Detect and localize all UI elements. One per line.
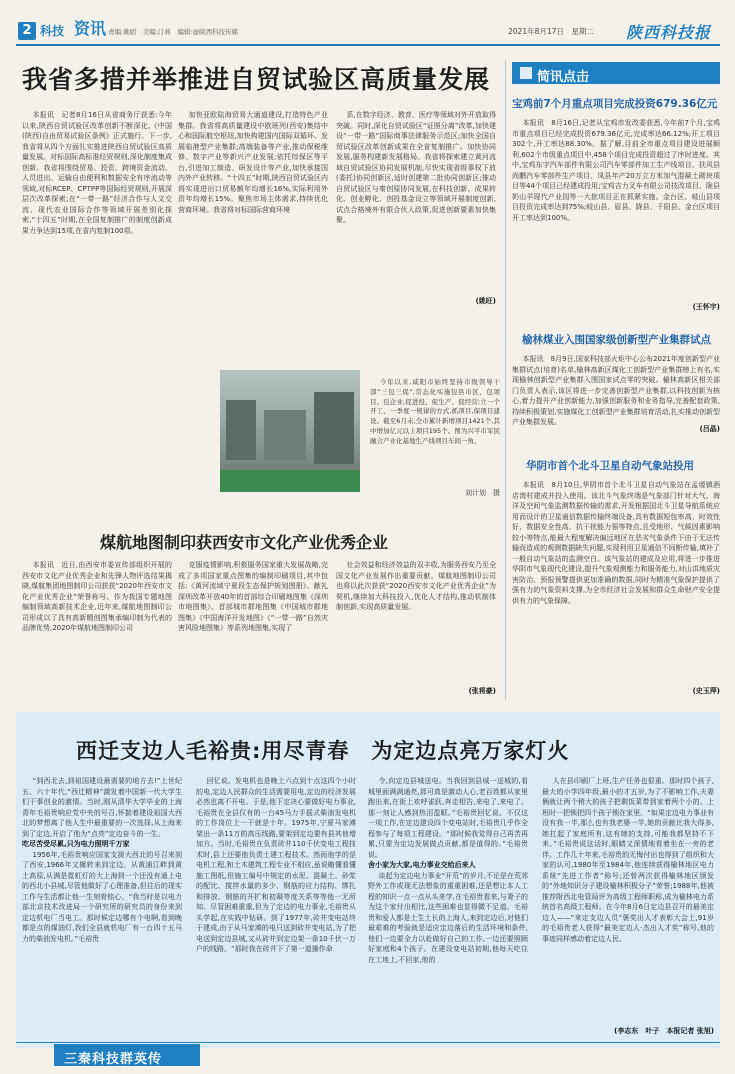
brief-b-title: 榆林煤业入围国家级创新型产业集群试点 (522, 334, 711, 346)
editor-credits: 责编:姚昭 美编:汀莉 编辑:@陕西科技传媒 (108, 28, 239, 36)
brief-b-text: 本报讯 8月9日,国家科技部火炬中心公布2021年度创新型产业集群试点(培育)名单,榆林高新区煤化工创新型产业集群榜上有名,实现榆林创新型产业集群入围国家试点零的突破。榆林高新区相关部门负责人表示,该区将进一步完善创新型产业集群,以科技创新为核心,着力提升产业创新能力,加强创新服务和业务指导,完善配套政策,持续积极策划,实施煤化工创新型产业集群培育活动,扎实推动创新型产业集群发展。 (512, 355, 720, 426)
masthead: 陕西科技报 (626, 23, 712, 42)
page-number: 2 (18, 22, 36, 40)
article1-headline: 我省多措并举推进自贸试验区高质量发展 (22, 65, 491, 94)
article2-col3: 社会效益和经济效益的双丰收,为服务西安乃至全国文化产业发展作出重要贡献。煤航地图制印公司也将以此次获获“2020西安市文化产业优秀企业”为契机,继续加大科技投入,优化人才结构,推动机制体制创新,实现高质量发展。 (336, 561, 496, 611)
brief-b-signature: (吕晶) (699, 425, 720, 433)
article2-col2: 克服疫情影响,积极服务国家重大发展战略,完成了多项国家重点图集的编制印刷项目,其中包括:《黄河流域宁夏段生态保护规划图册》、献礼深圳改革开放40年的首部综合印刷地图集《深圳市地图集》、首部城市群地图集《中国城市群地图集》《中国海洋开发地图》《“一带一路”自然灾害风险地图集》等系列地图集,实现了 (178, 561, 328, 632)
feature-subhead-1: 吃尽苦受尽累,只为电力照明千万家 (22, 840, 130, 848)
feature-subhead-2: 舍小家为大家,电力事业交给后来人 (368, 861, 476, 869)
article2-col1: 本报讯 近日,由西安市委宣传部组织开展的西安市文化产业优秀企业和先锋人物评选结果揭晓,煤航集团地图制印公司获获“2020年西安市文化产业优秀企业”荣誉称号。作为我国专题地图编制领域高新技术企业,近年来,煤航地图制印公司形成以了具有高新精创图集承编印制为代表的品牌优势,2020年煤航地图制印公司 (22, 561, 172, 632)
feature-signature: (李志东 叶子 本报记者 张旭) (614, 1027, 714, 1035)
brief-a-signature: (王怀宇) (692, 303, 720, 311)
machine-shape (264, 410, 306, 460)
feature-col4: 人在县印刷厂上班,生产任务也很重。那时四个孩子,最大的小学四年级,最小的才五岁,为了不影响工作,夫妻俩就让两个稍大的孩子把剩饭菜带到家着两个小的。上班时一把锁把四个孩子锁在家里。“如果定边电力事业有没有我一半,那么也有我老婆一半,她的贡献比我大得多,她扛起了家庭所有,这有她的支持,可能我都坚持不下来。”毛裕贵说这话时,眼睛又深情地看着坐在一旁的老伴。工作几十年来,毛裕贵的无悔付出也得到了组织和大家的认可,1980年至1984年,他连续获得榆林地区电力系统“先进工作者”称号;还曾两次获得榆林地区颁发的“外地知识分子建设榆林积极分子”荣誉;1988年,他被推荐附西北电管局评为高级工程师职称,成为榆林电力系统首名高级工程师。在今年8月6日定边县召开的最美定边人——“来定支边人员”褒奖出人才表彰大会上,91岁的毛裕贵老人获得“最美定边人·杰出人才奖”称号,他的事迹同样感动着定边人民。 (542, 777, 714, 943)
article1-col2: 加快亚欧陆海贸易大通道建设,打造特色产业集群。我省将高质量建设中欧班列(西安)集结中心和国际航空枢纽,加快构建国内国际双循环。发展临港型产业集群;高端装备等产业,推动保税维修、数字产业等新兴产业发展;依托综保区等平台,引进加工制造、研发设计等产业,加快承接国内外产业转移。“十四五”时期,陕西自贸试验区内将实现进出口贸易额年均增长16%,实际利用外资年均增长15%。聚焦市场主体需求,持续优化营商环境。我省将对标国际营商环境 (178, 111, 328, 214)
issue-date: 2021年8月17日 星期二 (508, 27, 594, 36)
square-icon (520, 67, 532, 79)
section-name: 科技 (40, 24, 65, 38)
feature-col3: 令,向定边县城送电。当我回到县城一送城的,看城里面满满通亮,那可真是激动人心,老百姓都从家里跑出来,在街上欢呼雀跃,奔走相告,来电了,来电了。那一刻让人感到热泪盈眶。”毛裕贵回忆说。不仅这一项工作,在定边建设四个变电站时,毛裕贵几乎作全程参与了每项工程建设。“那时候我觉得自己再苦再累,只要为定边发展做点贡献,都是值得的。”毛裕贵说。 舍小家为大家,电力事业交给后来人 谈起为定边电力事业“开荒”的岁月,不论是在荒郊野外工作或现无法想象的重重困难,还是想让本人工程的知识一点一点从头来学,在毛裕贵看来,与妻子的为这个家付出相比,这些困难也显得微不足道。毛裕贵和爱人都是土生土长的上海人,来到定边后,对他们最艰难的考验就是适应定边落后的生活环境和条件,他们一边要全力以赴做好自己的工作,一边还要照顾好家庭和4个孩子。在建设变电站初期,他每天吃住在工地上,不回家,他的 (368, 777, 528, 964)
factory-photo (220, 370, 360, 492)
brief-a-text: 本报讯 8月16日,记者从宝鸡市发改委获悉,今年前7个月,宝鸡市重点项目已经完成投资679.36亿元,完成率达66.12%;开工项目302个,开工率达88.30%。据了解,目前全市重点项目建设进展顺利,602个市级重点项目中,458个项目完成投资超过了序时进度。其中,宝鸡东宇汽车部件有限公司汽车零部件加工生产线项目、扶风县尚鹏汽车零部件生产项目、凤县年产20万立方米加气混凝土砌块项目等44个项目已经建成投用;宝鸡吉力叉车有限公司技改项目、陇县奶山羊现代产业园等一大批项目正在抓紧实施。金台区、岐山县项目投资完成率达到75%;岐山县、眉县、陇县、千阳县、金台区项目开工率达到100%。 (512, 119, 720, 222)
floor-shape (220, 470, 360, 492)
section-name-large: 资讯 (74, 19, 107, 38)
brief-label: 简讯点击 (537, 70, 590, 85)
article1-col3: 系,在数字经济、教育、医疗等领域对外开放取得突破。同时,深化自贸试验区“证照分离”改革,加快建设“一带一路”国际商事法律服务示范区;加快全国自贸试验区改革创新成果在全省复制推广。加快协同发展,服务构建新发展格局。我省将探索建立黄河流域自贸试验区协同发展机制,尽快实现省级事权下放(委托)协同创新区,适时创建第二批协同创新区;推动自贸试验区与秦创原协同发展,在科技创新、成果转化、创业孵化、创投基金设立等领域开展制度创新,试点合格境外有限合伙人政策,促进创新要素加快集聚。 (336, 111, 496, 224)
article2-signature: (张将豪) (468, 687, 496, 695)
footer-rule (16, 1042, 720, 1043)
brief-c-text: 本报讯 8月10日,华阴市首个北斗卫星自动气象站在孟塬镇酒店湾村建成并投入使用。该北斗气象终端是气象部门针对大气、海洋及空间气象监测数据传输的需求,开发根据国北斗卫星导航系统应用而设计的卫星通信数据传输终端设备,具有数据短包率高、时效性好、数据安全性高、抗干扰能力强等特点,且受地形、气候因素影响较小等特点,能最大程度解决偏远地区在恶劣气象条件下由于无法传输而造成的观测数据缺失问题,实现利用卫星通信不间断传输,填补了一般自动气象站的监测空白。该气象站的建成及应用,将进一步推进华阴市气象现代化建设,提升气象观测能力和服务能力,对山洪地质灾害防治、预报预警提供更加准确的数据,同时为精准气象保护提供了强有力的气象资料支撑,为全市经济社会发展和群众生命财产安全提供有力的气象保障。 (512, 481, 720, 605)
brief-c-signature: (史玉萍) (692, 687, 720, 695)
header-rule (16, 44, 720, 46)
machine-shape (314, 392, 354, 464)
machine-shape (226, 400, 256, 460)
article2-headline: 煤航地图制印获西安市文化产业优秀企业 (100, 533, 389, 552)
article1-signature: (姚旺) (475, 297, 496, 305)
feature-headline: 西迁支边人毛裕贵:用尽青春 为定边点亮万家灯火 (76, 739, 570, 763)
feature-col2: 回忆说。发电机也是晚上六点到十点这四个小时的电,定边人民群众的生活需要用电,定边的经济发展必然也离不开电。于是,他下定决心要做好电力事业,毛裕贵在全县仅有的一台45马力手摇式柴油发电机的工作岗位上一干就是十年。1975年,宁夏马家滩架出一条11万的高压线路,要架到定边要有县其他增加方。当时,毛裕贵在负责砖井110千伏变电工程技术时,县上还要他负责土建工程技术。然而他学的是电机工程,和土木建筑工程专业不相应,虽说略懂看懂施工图纸,但施工编号中规定的水泥、混凝土、砂浆的配比、搅拌水量的多少、钢筋的应力结构、绑扎和排放、钢筋的开扩和初凝等度关系等等他一无所知。尽管困难重重,但为了定边的电力事业,毛裕贵从头学起,在实践中钻研。到了1977年,砖井变电站终于建成,由于从马家滩的电只送到砖井变电站,为了把电送到定边县城,又从砖井到定边架一条10千伏一万户的线路。“那时我在砖井下了第一道操作命 (196, 777, 356, 953)
column-divider (505, 60, 506, 700)
photo-caption: 今年以来,咸阳市始终坚持市级领导干部“三包三促”,常态化实施包县市区、包项目、包企业,促进投、促生产、促经营;立一个开工、一季度一规律的方式,抓项目,保项目建设。截至6月末,全市累计新增项目1421个,其中增加亿元以上项目195个。图为兴平市军民融合产业化基地生产线项目车间一角。 (370, 378, 500, 445)
article1-col1: 本报讯 记者8月16日从省商务厅获悉:今年以来,陕西自贸试验区改革创新不断深化,《中国(陕西)自由贸易试验区条例》正式施行。下一步,我省将从四个方面扎实推进陕西自贸试验区高质量发展。对标国际高标准经贸规则,深化制度集成创新。我省将围绕贸易、投资、跨境资金流动、人员进出、运输自由便利和数据安全有序流动等领域,对标RCEP、CPTPP等国际经贸规则,开展深层次改革探索;在“一带一路”经济合作与人文交流、现代农业国际合作等领域开展差别化探索,“十四五”时期,在全国复制推广的制度创新成果力争达到15项,在省内复制100项。 (22, 111, 172, 235)
column-label: 三秦科技群英传 (64, 1052, 163, 1067)
feature-col1: “到西北去,到祖国建设最需要的地方去!”上世纪五、六十年代,“西迁精神”激发着中国新一代大学生们干事创业的激情。当时,刚从清华大学毕业的上海青年毛裕贵响应党中央的号召,怀揣着建设祖国大西北的梦想离了他人生中最重要的一次选择,从上海来到了定边,开启了他为“点亮”定边奋斗的一生。 吃尽苦受尽累,只为电力照明千万家 1956年,毛裕贵响应国家支援大西北的号召来到了西安,1966年又辗转来到定边。从黄浦江畔到黄土高原,从满是霓虹灯的大上海到一个还没有通上电的西北小县城,尽管他做好了心理准备,但往后的现实工作与生活都让他一生刻骨铭心。“我当时是以电力部北京技术改进局一个研究所的研究员的身份来到定边机电厂当电工。那时候定边哪有个电啊,看到晚都是点的煤油灯,我们全县就机电厂有一台四十五马力的柴油发电机。”毛裕贵 (22, 777, 182, 943)
photo-credit: 刘计划 摄 (465, 489, 500, 497)
brief-a-title: 宝鸡前7个月重点项目完成投资679.36亿元 (512, 98, 718, 110)
brief-c-title: 华阴市首个北斗卫星自动气象站投用 (526, 460, 694, 472)
